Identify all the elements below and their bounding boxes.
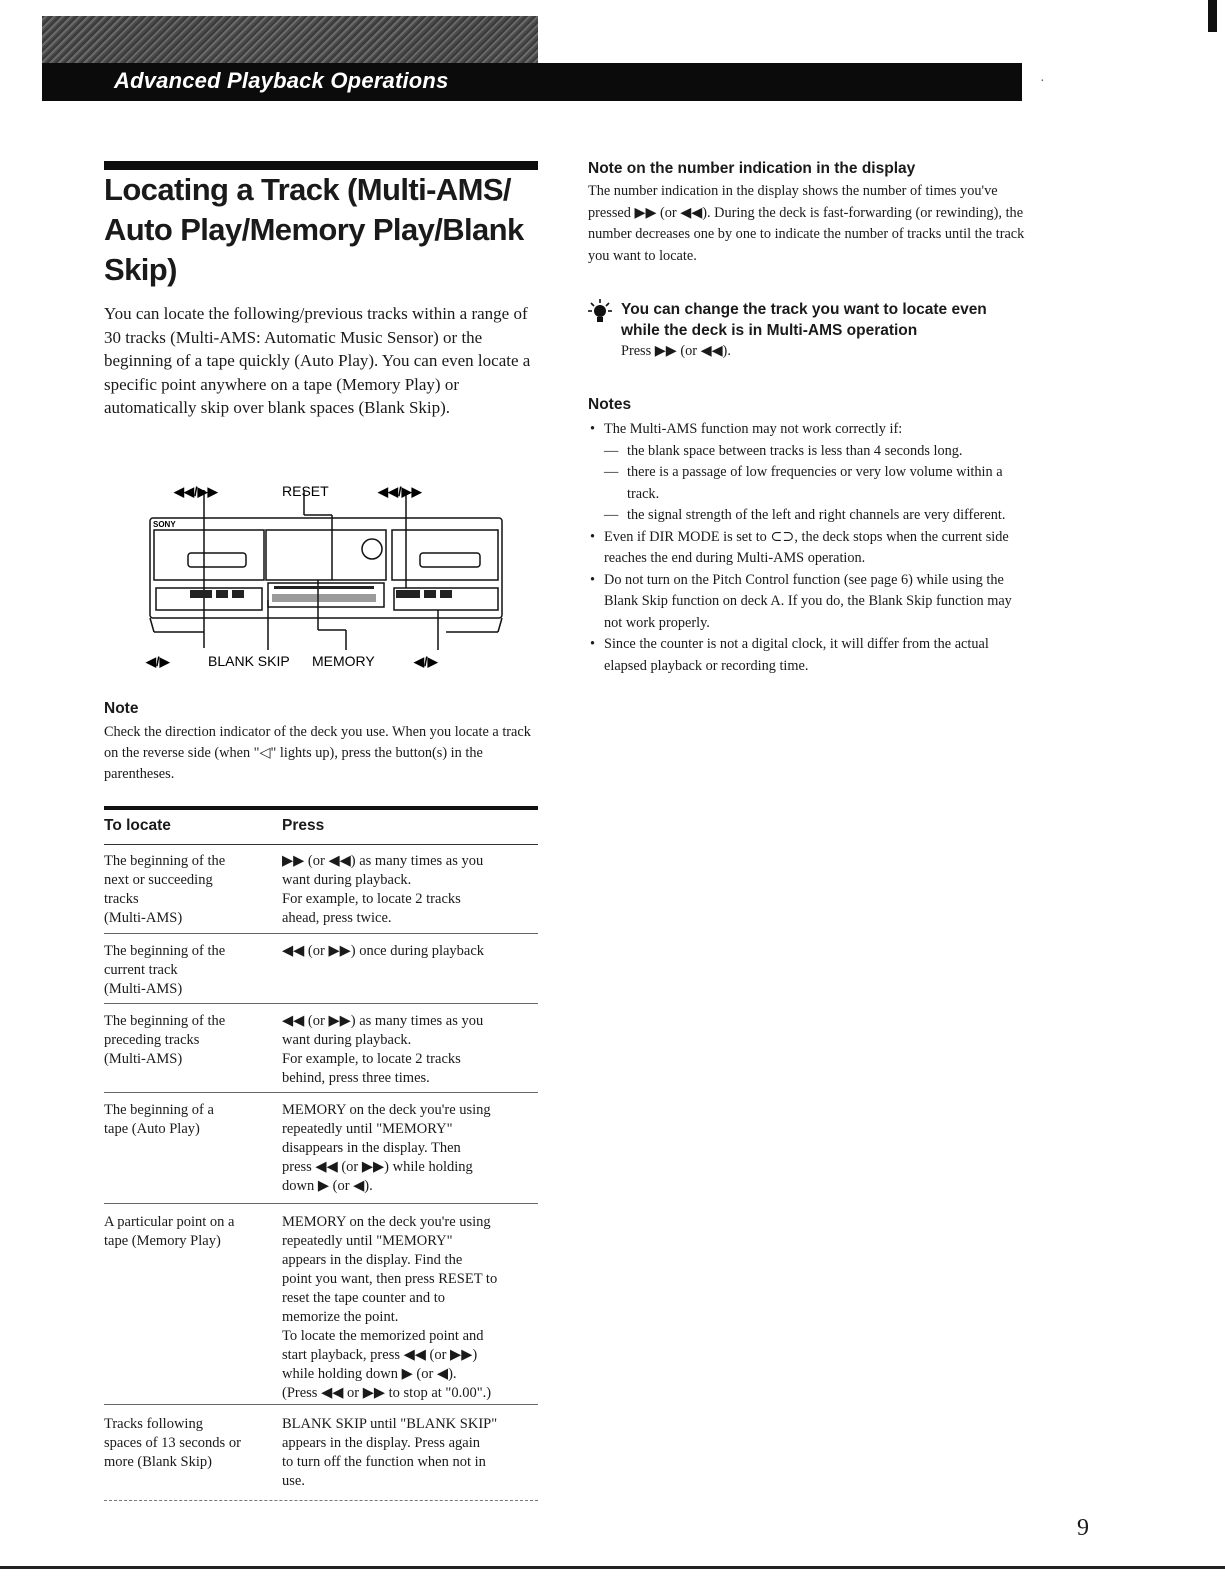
- row-press-cell: [282, 1101, 540, 1196]
- locate-line: tracks: [104, 891, 139, 907]
- note-bullet-item: • The Multi-AMS function may not work correctly if:: [588, 419, 1028, 441]
- row-press-cell: [282, 1012, 540, 1088]
- press-line: appears in the display. Press again: [282, 1435, 480, 1451]
- number-note-heading: Note on the number indication in the display: [588, 160, 916, 177]
- notes-list: [588, 419, 1028, 677]
- table-top-rule: [104, 806, 538, 810]
- label-bottom-left-play: ◀/▶: [146, 654, 170, 669]
- locate-line: (Multi-AMS): [104, 910, 183, 926]
- locate-line: tape (Memory Play): [104, 1233, 221, 1249]
- row-press-cell: [282, 1415, 540, 1491]
- table-header-press: Press: [282, 817, 325, 834]
- locate-line: The beginning of the: [104, 853, 226, 869]
- table-row-rule: [104, 1203, 538, 1204]
- note-bullet-item: • Do not turn on the Pitch Control function (see page 6) while using the Blank Skip function on deck A. If you do, the Blank Skip function may not work properly.: [588, 570, 1028, 635]
- press-line: BLANK SKIP until "BLANK SKIP": [282, 1416, 498, 1432]
- press-line: appears in the display. Find the: [282, 1252, 463, 1268]
- tip-lightbulb-icon: [588, 298, 616, 324]
- note-sub-item: — the blank space between tracks is less than 4 seconds long.: [588, 441, 1028, 463]
- display-panel: [266, 530, 386, 580]
- press-line: press ◀◀ (or ▶▶) while holding: [282, 1159, 473, 1175]
- table-row-rule: [104, 1404, 538, 1405]
- press-line: MEMORY on the deck you're using: [282, 1214, 491, 1230]
- tip-text: Press ▶▶ (or ◀◀).: [621, 343, 731, 359]
- row-locate-cell: [104, 1213, 264, 1251]
- note-sub-item: — there is a passage of low frequencies or very low volume within a track.: [588, 462, 1028, 505]
- note-text: Check the direction indicator of the deck you use. When you locate a track on the reverse side (when "◁" lights up), press the button(s) in the parentheses.: [104, 724, 531, 782]
- locate-line: The beginning of a: [104, 1102, 214, 1118]
- deck-a-window: [154, 530, 264, 580]
- note-bullet-item: • Since the counter is not a digital clock, it will differ from the actual elapsed playback or recording time.: [588, 634, 1028, 677]
- press-line: MEMORY on the deck you're using: [282, 1102, 491, 1118]
- press-line: (Press ◀◀ or ▶▶ to stop at "0.00".): [282, 1385, 492, 1401]
- locate-line: (Multi-AMS): [104, 1051, 183, 1067]
- locate-line: preceding tracks: [104, 1032, 200, 1048]
- label-memory: MEMORY: [312, 653, 375, 669]
- press-line: memorize the point.: [282, 1309, 399, 1325]
- cassette-deck-diagram: [104, 470, 504, 675]
- note-bullet-item: • Even if DIR MODE is set to ⊂⊃, the deck stops when the current side reaches the end during Multi-AMS operation.: [588, 527, 1028, 570]
- row-press-cell: [282, 942, 540, 961]
- bottom-edge-line: [0, 1566, 1225, 1569]
- intro-paragraph: You can locate the following/previous tracks within a range of 30 tracks (Multi-AMS: Automatic Music Sensor) or the beginning of a tape quickly (Auto Play). You can even locate a specific point anywhere on a tape (Memory Play) or automatically skip over blank spaces (Blank Skip).: [104, 304, 531, 417]
- press-line: want during playback.: [282, 1032, 412, 1048]
- press-line: ahead, press twice.: [282, 910, 392, 926]
- table-row-rule: [104, 933, 538, 934]
- label-reset: RESET: [282, 483, 329, 499]
- locate-line: The beginning of the: [104, 1013, 226, 1029]
- press-line: behind, press three times.: [282, 1070, 430, 1086]
- deck-b-window: [392, 530, 498, 580]
- row-press-cell: [282, 1213, 540, 1403]
- locate-line: current track: [104, 962, 178, 978]
- label-bottom-right-play: ◀/▶: [414, 654, 438, 669]
- label-top-right-ams: ◀◀/▶▶: [378, 484, 422, 499]
- press-line: want during playback.: [282, 872, 412, 888]
- deck-body: [150, 518, 502, 618]
- table-row-rule: [104, 1092, 538, 1093]
- press-line: ◀◀ (or ▶▶) once during playback: [282, 943, 485, 959]
- note-sub-item: — the signal strength of the left and right channels are very different.: [588, 505, 1028, 527]
- locate-line: more (Blank Skip): [104, 1454, 212, 1470]
- label-blank-skip: BLANK SKIP: [208, 653, 290, 669]
- page-title: Locating a Track (Multi-AMS/ Auto Play/Memory Play/Blank Skip): [104, 172, 524, 287]
- section-title: Advanced Playback Operations: [114, 68, 449, 93]
- press-line: to turn off the function when not in: [282, 1454, 486, 1470]
- row-locate-cell: [104, 1415, 264, 1472]
- brand-label: SONY: [153, 520, 176, 529]
- press-line: disappears in the display. Then: [282, 1140, 461, 1156]
- number-note-text: The number indication in the display shows the number of times you've pressed ▶▶ (or ◀◀). During the deck is fast-forwarding (or rewinding), the number decreases one by one to indicate the number of tracks until the track you want to locate.: [588, 183, 1025, 264]
- press-line: while holding down ▶ (or ◀).: [282, 1366, 457, 1382]
- press-line: ◀◀ (or ▶▶) as many times as you: [282, 1013, 484, 1029]
- press-line: For example, to locate 2 tracks: [282, 891, 461, 907]
- row-locate-cell: [104, 1101, 264, 1139]
- table-row-rule: [104, 1500, 538, 1501]
- press-line: down ▶ (or ◀).: [282, 1178, 373, 1194]
- press-line: point you want, then press RESET to: [282, 1271, 498, 1287]
- press-line: To locate the memorized point and: [282, 1328, 484, 1344]
- press-line: repeatedly until "MEMORY": [282, 1121, 453, 1137]
- press-line: start playback, press ◀◀ (or ▶▶): [282, 1347, 478, 1363]
- locate-line: A particular point on a: [104, 1214, 235, 1230]
- volume-knob: [362, 539, 382, 559]
- press-line: ▶▶ (or ◀◀) as many times as you: [282, 853, 484, 869]
- header-texture-block: [42, 16, 538, 66]
- title-rule: [104, 161, 538, 170]
- row-locate-cell: [104, 1012, 264, 1069]
- locate-line: Tracks following: [104, 1416, 203, 1432]
- press-line: For example, to locate 2 tracks: [282, 1051, 461, 1067]
- header-dot: ·: [1040, 74, 1045, 89]
- press-line: repeatedly until "MEMORY": [282, 1233, 453, 1249]
- table-header-locate: To locate: [104, 817, 171, 834]
- locate-line: The beginning of the: [104, 943, 226, 959]
- row-locate-cell: [104, 852, 264, 928]
- tip-heading: You can change the track you want to locate even while the deck is in Multi-AMS operation: [621, 301, 987, 339]
- table-header-rule: [104, 844, 538, 845]
- page-number: 9: [1077, 1515, 1089, 1541]
- row-press-cell: [282, 852, 540, 928]
- locate-line: spaces of 13 seconds or: [104, 1435, 241, 1451]
- page-edge-mark: [1208, 0, 1217, 32]
- locate-line: tape (Auto Play): [104, 1121, 200, 1137]
- locate-line: (Multi-AMS): [104, 981, 183, 997]
- notes-heading: Notes: [588, 396, 632, 413]
- press-line: use.: [282, 1473, 305, 1489]
- press-line: reset the tape counter and to: [282, 1290, 446, 1306]
- row-locate-cell: [104, 942, 264, 999]
- label-top-left-ams: ◀◀/▶▶: [174, 484, 218, 499]
- note-heading: Note: [104, 700, 139, 717]
- locate-line: next or succeeding: [104, 872, 213, 888]
- table-row-rule: [104, 1003, 538, 1004]
